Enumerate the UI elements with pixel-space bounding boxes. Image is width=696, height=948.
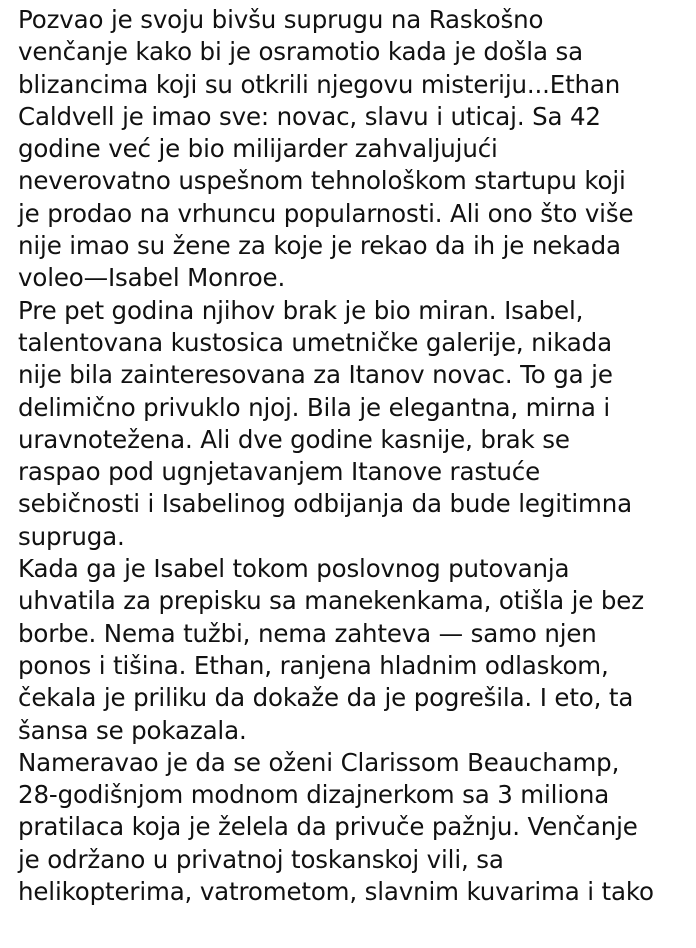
text-line: čekala je priliku da dokaže da je pogrešila. I eto, ta [18,683,634,713]
text-line: raspao pod ugnjetavanjem Itanove rastuće [18,457,541,487]
text-line: sebičnosti i Isabelinog odbijanja da bude legitimna [18,489,632,519]
text-line: voleo—Isabel Monroe. [18,263,286,293]
text-line: Pre pet godina njihov brak je bio miran. Isabel, [18,295,584,325]
text-line: pratilaca koja je želela da privuče pažnju. Venčanje [18,812,638,842]
text-line: je prodao na vrhuncu popularnosti. Ali ono što više [18,198,634,228]
text-line: je održano u privatnoj toskanskoj vili, sa [18,844,504,874]
text-line: Kada ga je Isabel tokom poslovnog putovanja [18,554,570,584]
text-line: nije bila zainteresovana za Itanov novac. To ga je [18,360,613,390]
text-line: delimično privuklo njoj. Bila je elegantna, mirna i [18,392,611,422]
text-line: Caldvell je imao sve: novac, slavu i uticaj. Sa 42 [18,101,601,131]
text-line: venčanje kako bi je osramotio kada je došla sa [18,37,583,67]
text-line: 28-godišnjom modnom dizajnerkom sa 3 miliona [18,780,610,810]
text-line: nije imao su žene za koje je rekao da ih je nekada [18,231,621,261]
text-line: ponos i tišina. Ethan, ranjena hladnim odlaskom, [18,650,609,680]
text-line: borbe. Nema tužbi, nema zahteva — samo njen [18,618,597,648]
text-line: neverovatno uspešnom tehnološkom startupu koji [18,166,626,196]
document-body [18,4,694,908]
text-line: šansa se pokazala. [18,715,247,745]
text-line: godine već je bio milijarder zahvaljujući [18,134,498,164]
text-line: blizancima koji su otkrili njegovu misteriju...Ethan [18,69,621,99]
text-line: helikopterima, vatrometom, slavnim kuvarima i tako [18,877,654,907]
text-line: uravnotežena. Ali dve godine kasnije, brak se [18,424,570,454]
text-line: Pozvao je svoju bivšu suprugu na Raskošno [18,5,544,34]
text-line: uhvatila za prepisku sa manekenkama, otišla je bez [18,586,644,616]
text-line: Nameravao je da se oženi Clarissom Beauchamp, [18,747,620,777]
text-line: talentovana kustosica umetničke galerije, nikada [18,327,612,357]
text-line: supruga. [18,521,125,551]
